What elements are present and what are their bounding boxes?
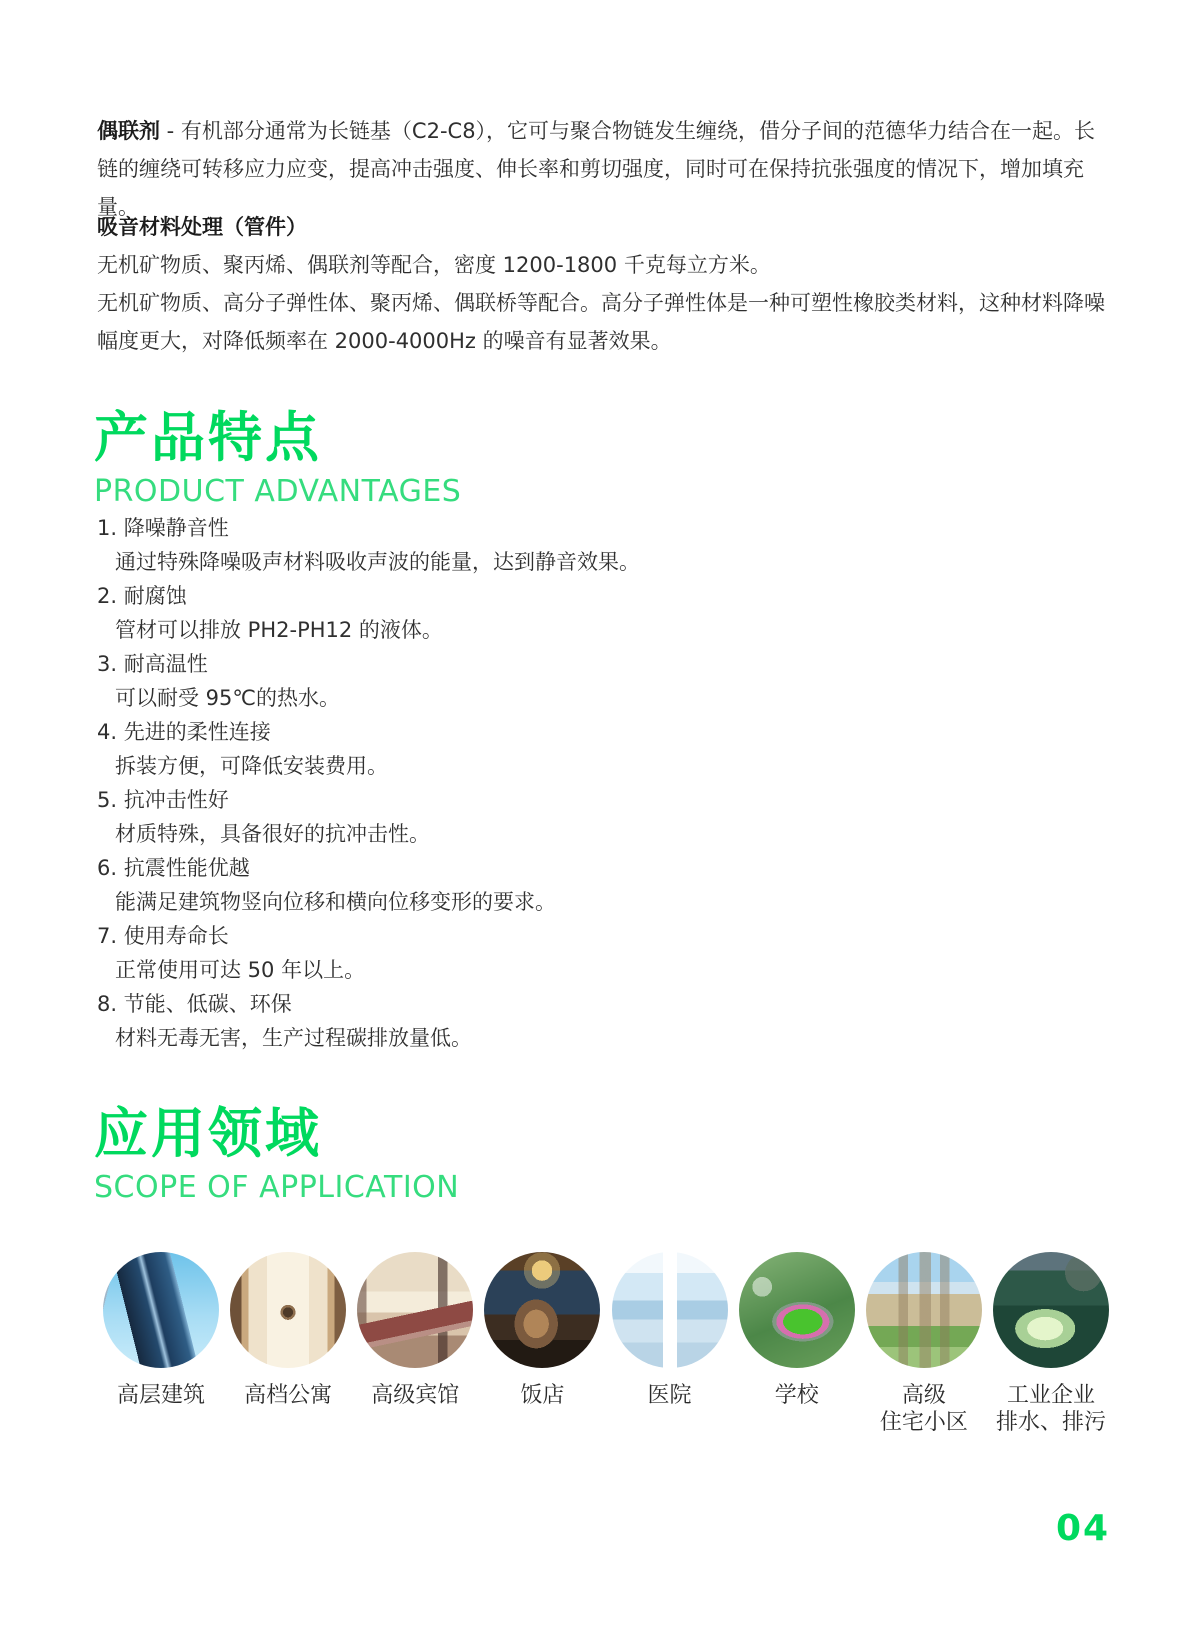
applications-title: [94, 1104, 459, 1204]
feature-item: [97, 987, 1107, 1055]
feature-desc: 正常使用可达 50 年以上。: [115, 958, 366, 982]
feature-title: 7. 使用寿命长: [97, 924, 229, 948]
feature-item: [97, 715, 1107, 783]
application-item: [990, 1252, 1112, 1436]
application-label: 高档公寓: [244, 1383, 333, 1408]
application-item: [481, 1252, 603, 1436]
applications-title-zh: 应用领域: [94, 1102, 322, 1165]
feature-desc: 可以耐受 95℃的热水。: [115, 686, 340, 710]
sound-absorption-line: 无机矿物质、高分子弹性体、聚丙烯、偶联桥等配合。高分子弹性体是一种可塑性橡胶类材料，这种材料降噪幅度更大，对降低频率在 2000-4000Hz 的噪音有显著效果。: [97, 291, 1105, 353]
application-label: 医院: [647, 1383, 692, 1408]
application-label: 饭店: [520, 1383, 565, 1408]
feature-title: 5. 抗冲击性好: [97, 788, 229, 812]
feature-item: [97, 647, 1107, 715]
banquet-restaurant-photo: [484, 1252, 600, 1368]
application-label: 高级 住宅小区: [879, 1383, 968, 1435]
sound-absorption-heading: 吸音材料处理（管件）: [97, 215, 307, 239]
feature-title: 4. 先进的柔性连接: [97, 720, 271, 744]
feature-desc: 通过特殊降噪吸声材料吸收声波的能量，达到静音效果。: [115, 550, 640, 574]
industrial-drainage-photo: [993, 1252, 1109, 1368]
features-title: [94, 408, 461, 508]
feature-item: [97, 783, 1107, 851]
luxury-apartment-corridor-photo: [230, 1252, 346, 1368]
feature-item: [97, 579, 1107, 647]
feature-title: 8. 节能、低碳、环保: [97, 992, 292, 1016]
feature-desc: 管材可以排放 PH2-PH12 的液体。: [115, 618, 443, 642]
school-campus-photo: [739, 1252, 855, 1368]
application-label: 工业企业 排水、排污: [995, 1383, 1106, 1435]
features-title-zh: 产品特点: [94, 406, 322, 469]
features-list: [97, 511, 1107, 1055]
feature-title: 3. 耐高温性: [97, 652, 208, 676]
hospital-corridor-photo: [612, 1252, 728, 1368]
feature-item: [97, 919, 1107, 987]
features-title-en: PRODUCT ADVANTAGES: [94, 474, 462, 509]
page-number: 04: [1056, 1508, 1111, 1549]
feature-desc: 材料无毒无害，生产过程碳排放量低。: [115, 1026, 472, 1050]
application-item: [227, 1252, 349, 1436]
feature-title: 1. 降噪静音性: [97, 516, 229, 540]
feature-title: 2. 耐腐蚀: [97, 584, 187, 608]
sound-absorption-section: [97, 208, 1111, 360]
applications-title-en: SCOPE OF APPLICATION: [94, 1170, 460, 1205]
feature-title: 6. 抗震性能优越: [97, 856, 250, 880]
application-item: [736, 1252, 858, 1436]
application-label: 高级宾馆: [371, 1383, 460, 1408]
sound-absorption-line: 无机矿物质、聚丙烯、偶联剂等配合，密度 1200-1800 千克每立方米。: [97, 253, 771, 277]
application-label: 高层建筑: [116, 1383, 205, 1408]
application-label: 学校: [774, 1383, 819, 1408]
hotel-guest-room-photo: [357, 1252, 473, 1368]
feature-desc: 拆装方便，可降低安装费用。: [115, 754, 388, 778]
application-item: [863, 1252, 985, 1436]
intro-term: 偶联剂: [97, 119, 160, 143]
intro-text: - 有机部分通常为长链基（C2-C8），它可与聚合物链发生缠绕，借分子间的范德华力结合在一起。长链的缠绕可转移应力应变，提高冲击强度、伸长率和剪切强度，同时可在保持抗张强度的情况下，增加填充量。: [97, 119, 1096, 219]
application-item: [354, 1252, 476, 1436]
application-item: [100, 1252, 222, 1436]
feature-item: [97, 851, 1107, 919]
high-rise-buildings-photo: [103, 1252, 219, 1368]
application-item: [609, 1252, 731, 1436]
feature-desc: 材质特殊，具备很好的抗冲击性。: [115, 822, 430, 846]
residential-community-photo: [866, 1252, 982, 1368]
feature-item: [97, 511, 1107, 579]
feature-desc: 能满足建筑物竖向位移和横向位移变形的要求。: [115, 890, 556, 914]
applications-row: [100, 1252, 1112, 1436]
